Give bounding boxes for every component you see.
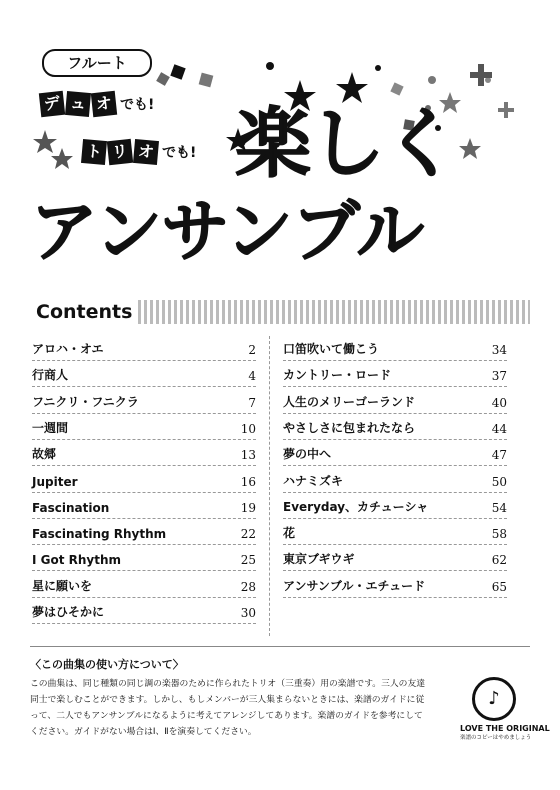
- toc-entry-title: 星に願いを: [32, 578, 93, 593]
- usage-heading: 〈この曲集の使い方について〉: [30, 658, 184, 671]
- toc-entry: [32, 413, 256, 440]
- toc-entry: [32, 360, 256, 387]
- toc-entry: [283, 466, 507, 493]
- toc-entry: [32, 439, 256, 466]
- toc-entry: [32, 492, 256, 519]
- trio-char: ト: [81, 139, 107, 165]
- toc-entry-title: Fascination: [32, 500, 110, 515]
- toc-entry-title: アロハ・オエ: [32, 342, 104, 356]
- toc-entry: [32, 334, 256, 361]
- toc-entry-page: 2: [248, 343, 256, 357]
- toc-entry: [32, 518, 256, 545]
- duo-char: ュ: [65, 91, 91, 117]
- toc-entry: [32, 387, 256, 414]
- toc-entry-title: カントリー・ロード: [283, 368, 392, 383]
- toc-entry-page: 7: [248, 395, 256, 410]
- star-icon: [33, 130, 57, 153]
- toc-entry-title: 人生のメリーゴーランド: [283, 394, 416, 409]
- toc-entry: [283, 413, 507, 440]
- toc-entry: [32, 597, 256, 624]
- toc-entry-title: アンサンブル・エチュード: [283, 578, 426, 593]
- toc-entry: [32, 544, 256, 571]
- toc-entry-title: フニクリ・フニクラ: [32, 394, 139, 409]
- cross-icon: [199, 73, 214, 88]
- toc-entry-page: 47: [491, 448, 507, 463]
- trio-char: リ: [107, 139, 133, 165]
- duo-caption: [40, 92, 154, 116]
- toc-entry-title: Everyday、カチューシャ: [283, 499, 429, 514]
- toc-entry: [32, 571, 256, 598]
- toc-entry: [283, 571, 507, 598]
- title-sub: アンサンブル: [30, 193, 424, 272]
- toc-entry-title: Jupiter: [32, 474, 78, 489]
- toc-entry: [283, 518, 507, 545]
- contents-heading: Contents: [30, 300, 138, 324]
- instrument-badge: フルート: [42, 49, 152, 77]
- toc-entry-page: 13: [240, 448, 256, 463]
- toc-entry: [283, 544, 507, 571]
- toc-entry: [283, 360, 507, 387]
- toc-entry-title: 花: [283, 526, 296, 541]
- toc-entry-page: 22: [240, 527, 256, 542]
- toc-entry-title: 口笛吹いて働こう: [283, 342, 380, 356]
- toc-entry-title: 故郷: [32, 447, 57, 462]
- trio-caption: [82, 140, 196, 164]
- column-divider: [269, 336, 271, 636]
- toc-entry-title: 東京ブギウギ: [283, 552, 355, 567]
- toc-entry-page: 30: [240, 606, 256, 620]
- toc-entry-page: 65: [491, 579, 507, 594]
- toc-entry-page: 62: [491, 553, 507, 568]
- toc-entry-page: 34: [491, 343, 507, 357]
- star-icon: [459, 138, 481, 159]
- toc-entry: [32, 466, 256, 493]
- cross-icon: [156, 72, 170, 86]
- toc-entry-title: 一週間: [32, 420, 69, 435]
- duo-suffix: でも!: [120, 97, 155, 113]
- toc-entry: [283, 492, 507, 519]
- logo-text: LOVE THE ORIGINAL: [460, 724, 550, 733]
- toc-entry: [283, 387, 507, 414]
- toc-entry-page: 16: [240, 474, 256, 489]
- duo-char: デ: [39, 91, 65, 117]
- toc-entry-page: 28: [240, 579, 256, 594]
- duo-char: オ: [91, 91, 117, 117]
- usage-divider: [30, 646, 530, 647]
- love-the-original-logo: [460, 677, 550, 741]
- toc-entry-title: 夢はひそかに: [32, 605, 105, 619]
- dot-icon: [375, 65, 381, 71]
- toc-entry-page: 40: [491, 395, 507, 410]
- toc-entry-title: やさしさに包まれたなら: [283, 420, 416, 435]
- toc-entry-page: 10: [240, 421, 256, 436]
- star-icon: [51, 148, 73, 169]
- toc-entry: [283, 334, 507, 361]
- toc-entry-title: I Got Rhythm: [32, 553, 122, 568]
- usage-body: この曲集は、同じ種類の同じ調の楽器のために作られたトリオ（三重奏）用の楽譜です。三人の友達同士で楽しむことができます。しかし、もしメンバーが三人集まらないときには、楽譜のガイドに従って、二人でもアンサンブルになるように考えてアレンジしてあります。楽譜のガイドを参考にしてください。ガイドがない場合はⅠ、Ⅱを演奏してください。: [30, 679, 426, 737]
- toc-entry-title: ハナミズキ: [283, 473, 344, 488]
- title-main: 楽しく: [235, 99, 457, 188]
- toc-entry-page: 25: [240, 553, 256, 568]
- toc-entry-title: Fascinating Rhythm: [32, 527, 167, 542]
- toc-entry-page: 44: [491, 421, 507, 436]
- trio-char: オ: [133, 139, 159, 165]
- trio-suffix: でも!: [162, 145, 197, 161]
- dot-icon: [266, 62, 274, 70]
- toc-entry-page: 54: [491, 500, 507, 515]
- toc-entry-title: 行商人: [32, 368, 69, 383]
- toc-entry-title: 夢の中へ: [283, 447, 332, 462]
- music-note-icon: ♪: [472, 677, 516, 721]
- logo-subtext: 楽譜のコピーはやめましょう: [460, 735, 532, 741]
- cross-icon: [498, 102, 514, 118]
- toc-entry-page: 4: [248, 369, 256, 384]
- toc-entry-page: 50: [491, 474, 507, 489]
- toc-entry-page: 19: [240, 500, 256, 515]
- toc-entry: [283, 439, 507, 466]
- toc-entry-page: 37: [491, 369, 507, 384]
- cross-icon: [170, 64, 185, 79]
- toc-entry-page: 58: [491, 527, 507, 542]
